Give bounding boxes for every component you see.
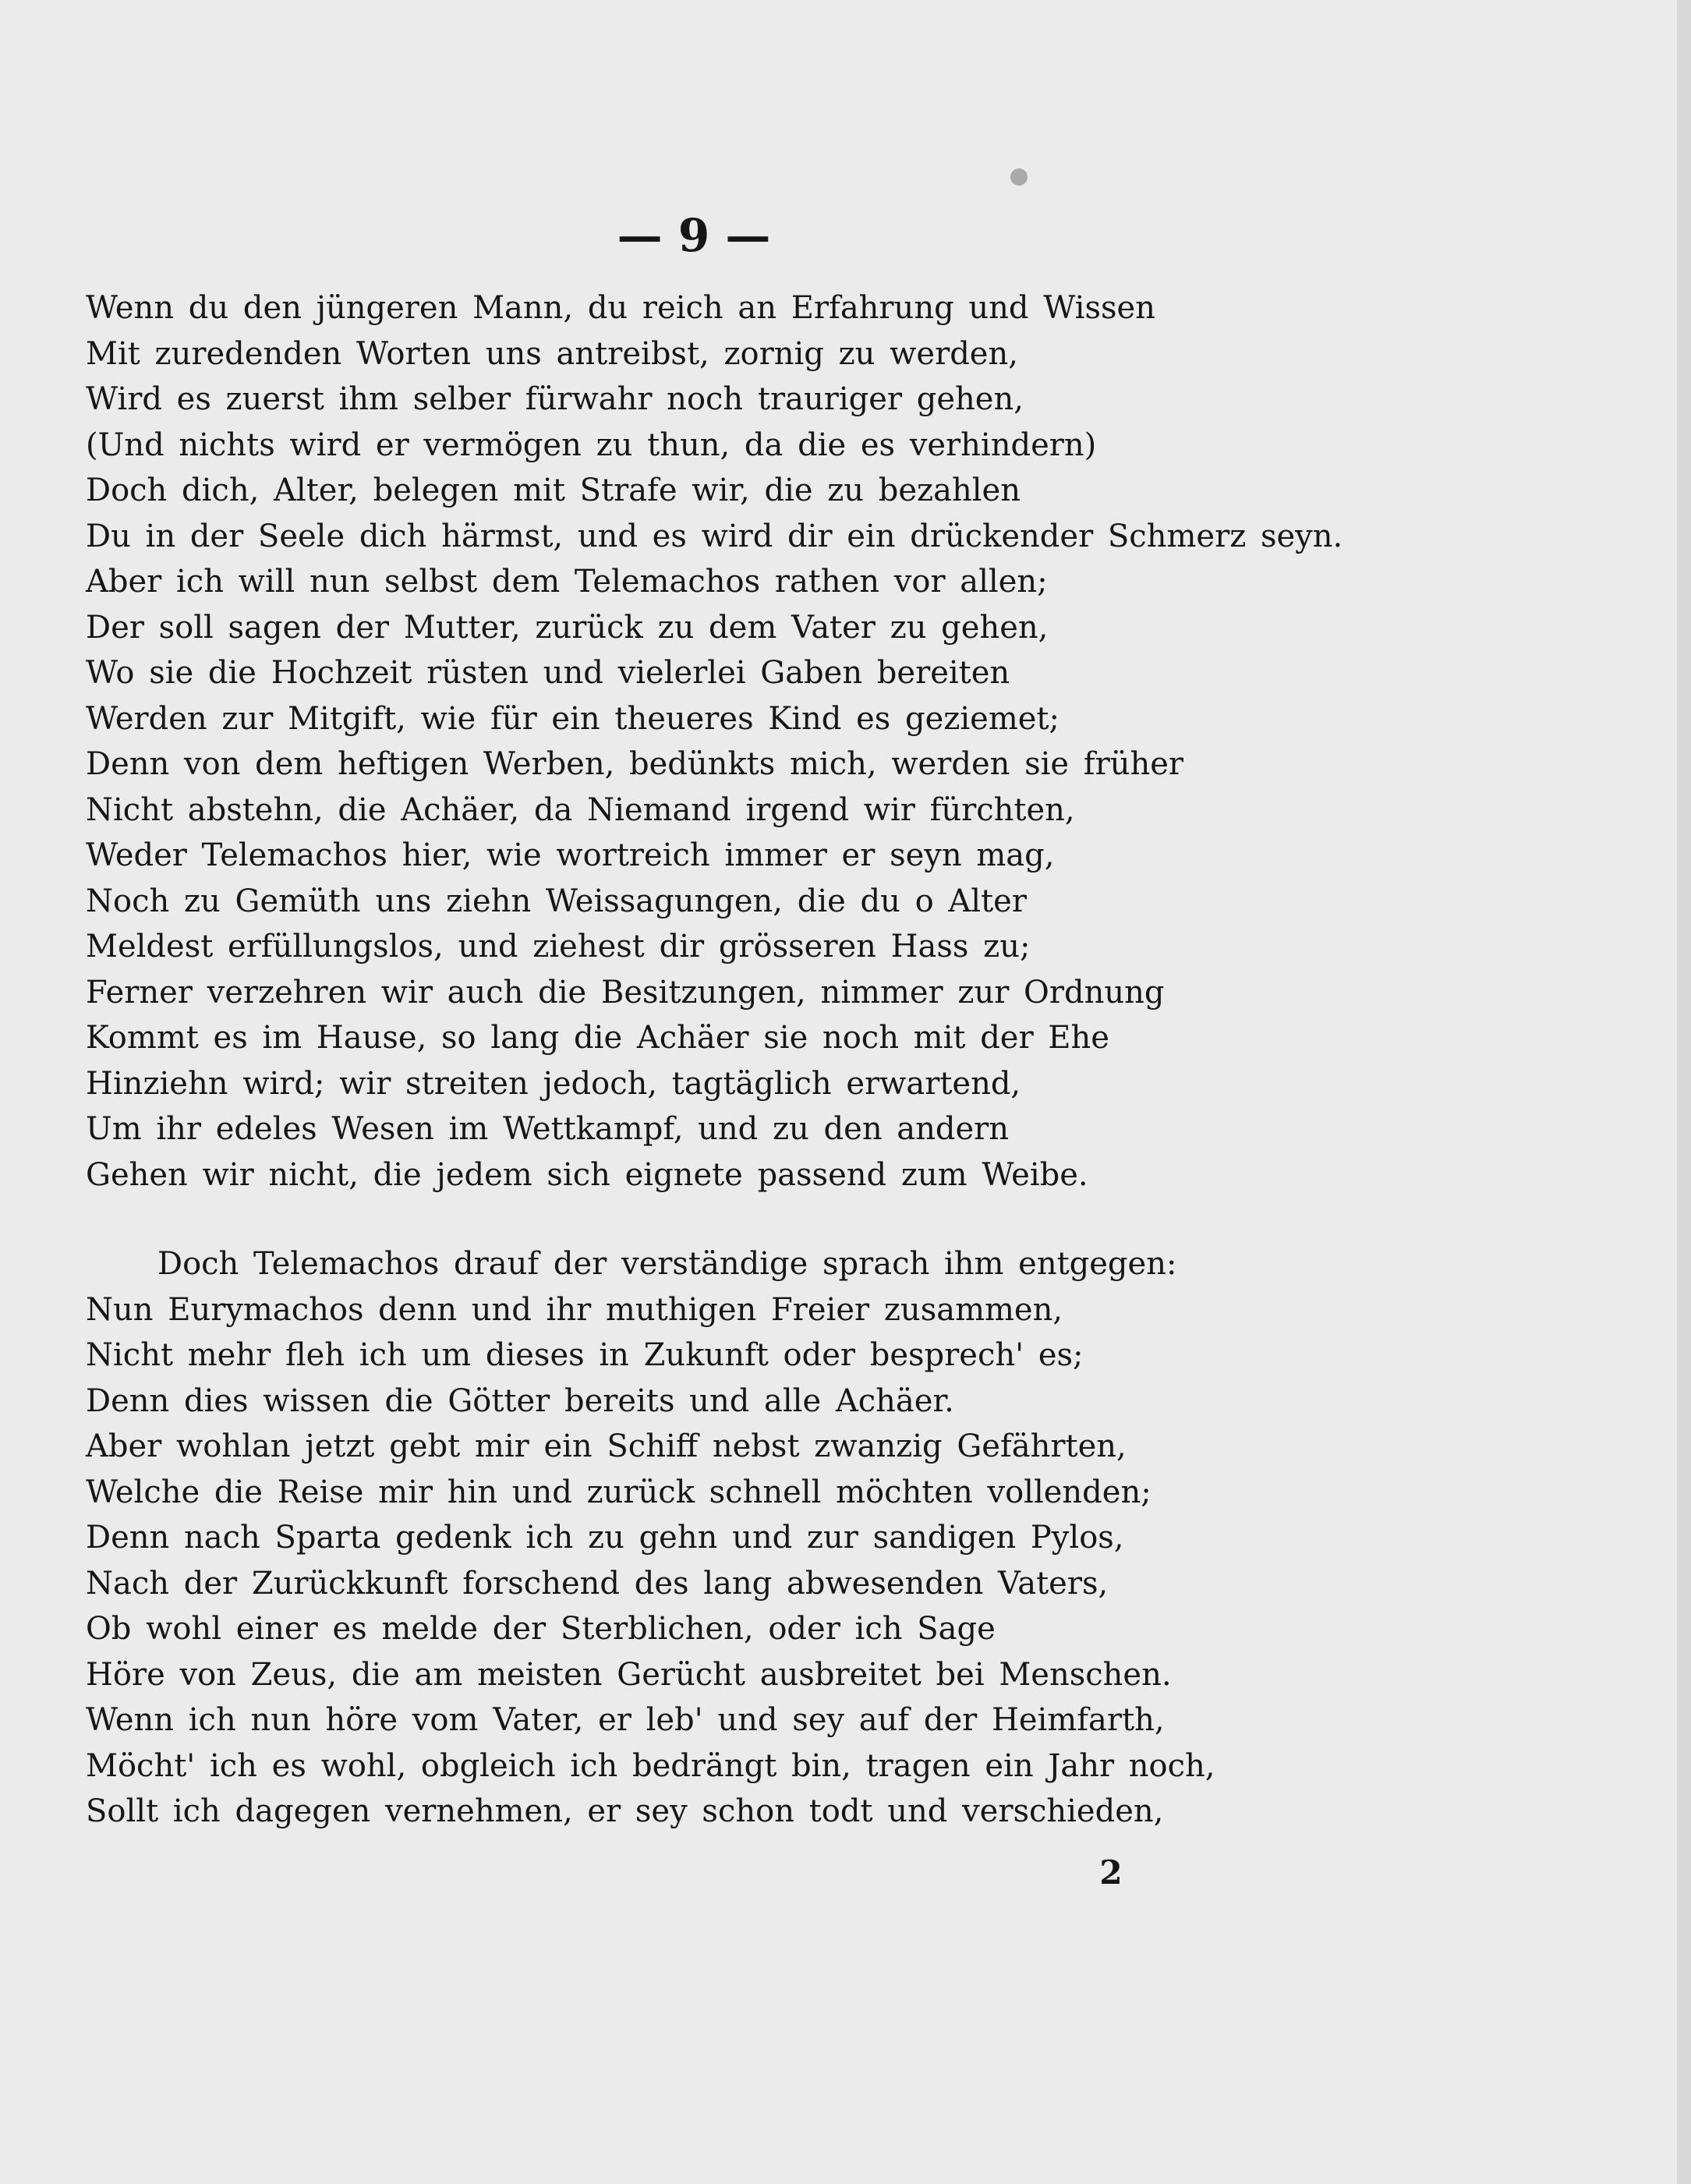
verse-line: Aber ich will nun selbst dem Telemachos rathen vor allen; bbox=[86, 564, 1048, 600]
verse-line: Werden zur Mitgift, wie für ein theueres Kind es geziemet; bbox=[86, 700, 1060, 737]
verse-line: Nicht mehr fleh ich um dieses in Zukunft oder besprech' es; bbox=[86, 1337, 1084, 1373]
verse-line: Sollt ich dagegen vernehmen, er sey schon todt und verschieden, bbox=[86, 1793, 1164, 1829]
verse-line: Um ihr edeles Wesen im Wettkampf, und zu den andern bbox=[86, 1111, 1010, 1147]
verse-line: Mit zuredenden Worten uns antreibst, zornig zu werden, bbox=[86, 335, 1018, 372]
stanza-two bbox=[86, 1241, 1349, 1835]
verse-line: Wenn ich nun höre vom Vater, er leb' und sey auf der Heimfarth, bbox=[86, 1702, 1165, 1738]
verse-line: Nun Eurymachos denn und ihr muthigen Freier zusammen, bbox=[86, 1291, 1063, 1328]
verse-line: Möcht' ich es wohl, obgleich ich bedrängt bin, tragen ein Jahr noch, bbox=[86, 1747, 1215, 1784]
verse-line: Kommt es im Hause, so lang die Achäer sie noch mit der Ehe bbox=[86, 1020, 1109, 1056]
verse-line: Noch zu Gemüth uns ziehn Weissagungen, die du o Alter bbox=[86, 883, 1027, 919]
verse-line: Doch dich, Alter, belegen mit Strafe wir, die zu bezahlen bbox=[86, 473, 1021, 508]
verse-line: Nicht abstehn, die Achäer, da Niemand irgend wir fürchten, bbox=[86, 791, 1075, 828]
verse-line: Ferner verzehren wir auch die Besitzungen, nimmer zur Ordnung bbox=[86, 974, 1165, 1011]
verse-line: Weder Telemachos hier, wie wortreich immer er seyn mag, bbox=[86, 837, 1055, 873]
verse-line: Du in der Seele dich härmst, und es wird dir ein drückender Schmerz seyn. bbox=[86, 518, 1343, 554]
verse-line: Wird es zuerst ihm selber fürwahr noch trauriger gehen, bbox=[86, 381, 1024, 417]
verse-line-indented: Doch Telemachos drauf der verständige sprach ihm entgegen: bbox=[157, 1246, 1177, 1282]
verse-line: Welche die Reise mir hin und zurück schnell möchten vollenden; bbox=[86, 1474, 1152, 1510]
verse-line: Denn nach Sparta gedenk ich zu gehn und zur sandigen Pylos, bbox=[86, 1520, 1124, 1556]
verse-line: Denn dies wissen die Götter bereits und alle Achäer. bbox=[86, 1382, 954, 1419]
verse-line: Gehen wir nicht, die jedem sich eignete passend zum Weibe. bbox=[86, 1156, 1088, 1193]
verse-line: Denn von dem heftigen Werben, bedünkts mich, werden sie früher bbox=[86, 746, 1184, 782]
stanza-one bbox=[86, 285, 1349, 1198]
verse-line: Nach der Zurückkunft forschend des lang abwesenden Vaters, bbox=[86, 1565, 1109, 1602]
verse-line: Hinziehn wird; wir streiten jedoch, tagtäglich erwartend, bbox=[86, 1065, 1021, 1102]
verse-line: Höre von Zeus, die am meisten Gerücht ausbreitet bei Menschen. bbox=[86, 1656, 1172, 1693]
verse-line: Wenn du den jüngeren Mann, du reich an Erfahrung und Wissen bbox=[86, 290, 1155, 326]
page-number: — 9 — bbox=[617, 209, 771, 262]
verse-line: Ob wohl einer es melde der Sterblichen, oder ich Sage bbox=[86, 1611, 996, 1647]
ink-speck bbox=[1010, 168, 1028, 186]
verse-line: Der soll sagen der Mutter, zurück zu dem Vater zu gehen, bbox=[86, 609, 1049, 646]
verse-line: Wo sie die Hochzeit rüsten und vielerlei Gaben bereiten bbox=[86, 655, 1010, 691]
verse-line: (Und nichts wird er vermögen zu thun, da die es verhindern) bbox=[86, 427, 1097, 463]
page-edge-shadow bbox=[1677, 0, 1691, 2184]
verse-line: Aber wohlan jetzt gebt mir ein Schiff nebst zwanzig Gefährten, bbox=[86, 1428, 1127, 1464]
signature-mark: 2 bbox=[1099, 1853, 1123, 1892]
verse-text bbox=[86, 285, 1349, 1835]
verse-line: Meldest erfüllungslos, und ziehest dir grösseren Hass zu; bbox=[86, 929, 1031, 965]
